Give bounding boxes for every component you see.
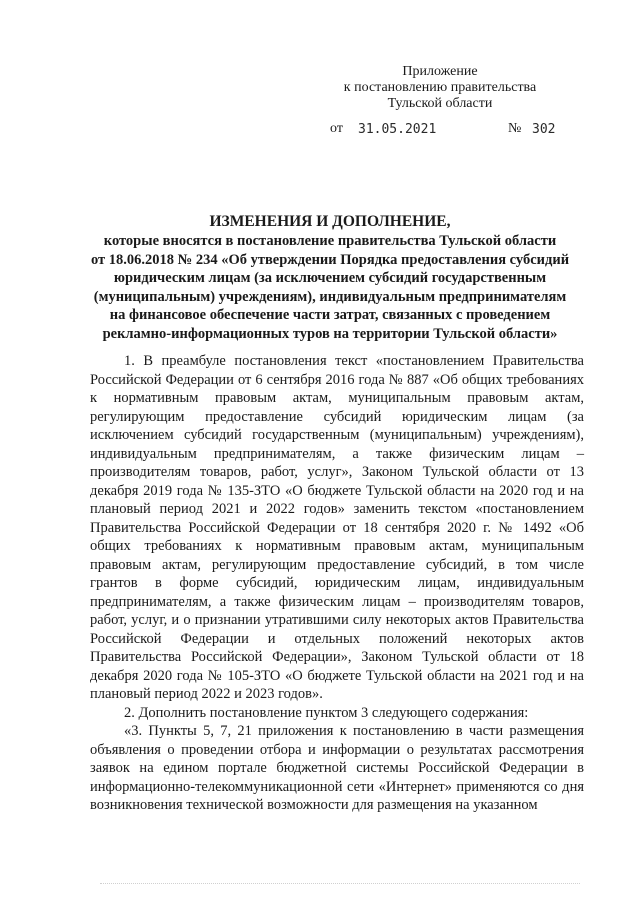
paragraph-1: 1. В преамбуле постановления текст «постановлением Правительства Российской Федерации от 6 сентября 2016 года № 887 «Об общих требованиях к нормативным правовым актам, муниципальным правовым актам, регулирующим предоставление субсидий юридическим лицам (за исключением субсидий государственным (муниципальным) учреждениям), индивидуальным предпринимателям, а также физическим лицам – производителям товаров, работ, услуг», Законом Тульской области от 13 декабря 2019 года № 135-ЗТО «О бюджете Тульской области на 2020 год и на плановый период 2021 и 2022 годов» заменить текстом «постановлением Правительства Российской Федерации от 18 сентября 2020 г. № 1492 «Об общих требованиях к нормативным правовым актам, муниципальным правовым актам, регулирующим предоставление субсидий, в том числе грантов в форме субсидий, юридическим лицам, индивидуальным предпринимателям, а также физическим лицам – производителям товаров, работ, услуг, и о признании утратившими силу некоторых актов Правительства Российской Федерации и отдельных положений некоторых актов Правительства Российской Федерации», Законом Тульской области от 18 декабря 2020 года № 105-ЗТО «О бюджете Тульской области на 2021 год и на плановый период 2022 и 2023 годов». — [90, 353, 584, 702]
title-main: ИЗМЕНЕНИЯ И ДОПОЛНЕНИЕ, — [209, 213, 451, 230]
date-label: от — [330, 121, 343, 136]
title-line: рекламно-информационных туров на территории Тульской области» — [102, 325, 558, 342]
decree-date-number — [330, 121, 560, 139]
document-body — [90, 352, 584, 815]
paragraph-2: 2. Дополнить постановление пунктом 3 следующего содержания: — [124, 704, 529, 721]
decree-number: 302 — [532, 122, 556, 137]
title-line: от 18.06.2018 № 234 «Об утверждении Порядка предоставления субсидий — [90, 251, 570, 268]
title-line: юридическим лицам (за исключением субсидий государственным — [113, 270, 547, 287]
scan-artifact-line — [100, 883, 580, 886]
title-line: которые вносятся в постановление правительства Тульской области — [103, 233, 557, 249]
appendix-line: Приложение — [402, 64, 478, 79]
title-line: (муниципальным) учреждениям), индивидуальным предпринимателям — [93, 288, 567, 305]
title-line: на финансовое обеспечение части затрат, связанных с проведением — [109, 307, 551, 324]
appendix-header — [330, 64, 550, 112]
appendix-line: к постановлению правительства — [343, 80, 537, 95]
appendix-line: Тульской области — [387, 96, 493, 111]
document-title — [76, 212, 584, 344]
paragraph-3: «3. Пункты 5, 7, 21 приложения к постановлению в части размещения объявления о проведении отбора и информации о результатах рассмотрения заявок на едином портале бюджетной системы Российской Федерации в информационно-телекоммуникационной сети «Интернет» применяются со дня возникновения технической возможности для размещения на указанном — [90, 723, 584, 813]
decree-date: 31.05.2021 — [358, 122, 437, 137]
number-label: № — [508, 121, 522, 136]
